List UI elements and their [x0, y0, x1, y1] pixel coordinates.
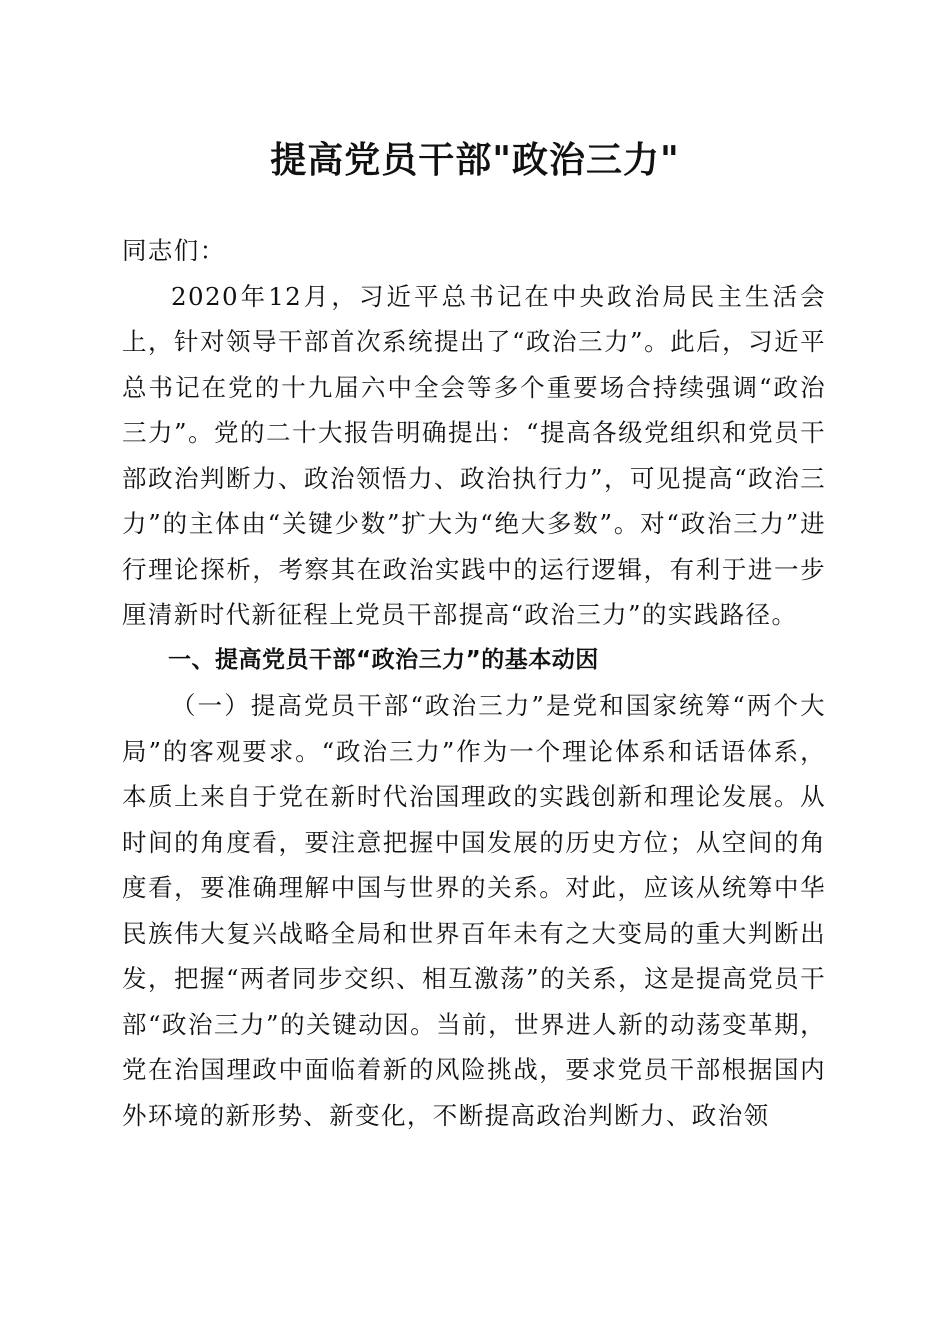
intro-paragraph: 2020年12月，习近平总书记在中央政治局民主生活会上，针对领导干部首次系统提出了“政治三力”。此后，习近平总书记在党的十九届六中全会等多个重要场合持续强调“政治三力”。党的二十大报告明确提出：“提高各级党组织和党员干部政治判断力、政治领悟力、政治执行力”，可见提高“政治三力”的主体由“关键少数”扩大为“绝大多数”。对“政治三力”进行理论探析，考察其在政治实践中的运行逻辑，有利于进一步厘清新时代新征程上党员干部提高“政治三力”的实践路径。 — [122, 281, 826, 629]
document-body — [122, 228, 826, 1138]
section-paragraph: （一）提高党员干部“政治三力”是党和国家统筹“两个大局”的客观要求。“政治三力”作为一个理论体系和话语体系，本质上来自于党在新时代治国理政的实践创新和理论发展。从时间的角度看，要注意把握中国发展的历史方位；从空间的角度看，要准确理解中国与世界的关系。对此，应该从统筹中华民族伟大复兴战略全局和世界百年未有之大变局的重大判断出发，把握“两者同步交织、相互激荡”的关系，这是提高党员干部“政治三力”的关键动因。当前，世界进人新的动荡变革期，党在治国理政中面临着新的风险挑战，要求党员干部根据国内外环境的新形势、新变化，不断提高政治判断力、政治领 — [122, 691, 826, 1130]
salutation: 同志们： — [122, 236, 226, 265]
document-title: 提高党员干部"政治三力" — [270, 139, 680, 181]
section-heading: 一、提高党员干部“政治三力”的基本动因 — [168, 646, 599, 673]
